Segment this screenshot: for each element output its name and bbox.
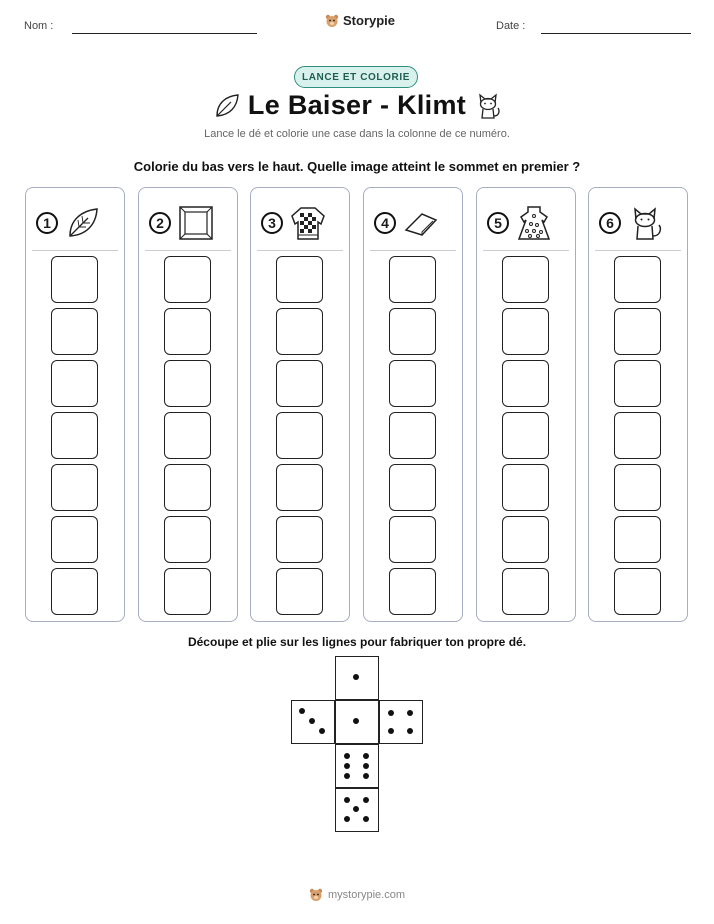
column-3 bbox=[250, 187, 350, 622]
color-cell[interactable] bbox=[614, 412, 661, 459]
color-cell[interactable] bbox=[51, 256, 98, 303]
color-cell[interactable] bbox=[389, 256, 436, 303]
date-label: Date : bbox=[496, 20, 526, 32]
pip bbox=[363, 816, 369, 822]
color-cell[interactable] bbox=[389, 516, 436, 563]
color-cell[interactable] bbox=[276, 256, 323, 303]
column-number: 3 bbox=[261, 212, 283, 234]
column-divider bbox=[483, 250, 569, 251]
page-subtitle: Lance le dé et colorie une case dans la colonne de ce numéro. bbox=[204, 128, 510, 140]
pip bbox=[309, 718, 315, 724]
pip bbox=[388, 710, 394, 716]
pip bbox=[353, 674, 359, 680]
color-cell[interactable] bbox=[502, 360, 549, 407]
column-number: 6 bbox=[599, 212, 621, 234]
color-cell[interactable] bbox=[164, 360, 211, 407]
bear-icon bbox=[325, 14, 339, 28]
pip bbox=[319, 728, 325, 734]
color-cell[interactable] bbox=[164, 516, 211, 563]
color-cell[interactable] bbox=[51, 308, 98, 355]
dress-icon bbox=[515, 204, 553, 242]
color-cell[interactable] bbox=[276, 412, 323, 459]
color-cell[interactable] bbox=[502, 568, 549, 615]
footer bbox=[0, 888, 714, 902]
color-cell[interactable] bbox=[164, 308, 211, 355]
die-face-1 bbox=[335, 656, 379, 700]
color-cell[interactable] bbox=[51, 516, 98, 563]
color-cell[interactable] bbox=[502, 516, 549, 563]
pip bbox=[363, 773, 369, 779]
bear-icon bbox=[309, 888, 323, 902]
column-divider bbox=[595, 250, 681, 251]
color-cell[interactable] bbox=[502, 464, 549, 511]
pip bbox=[407, 728, 413, 734]
color-cell[interactable] bbox=[51, 464, 98, 511]
column-5 bbox=[476, 187, 576, 622]
column-4 bbox=[363, 187, 463, 622]
pip bbox=[407, 710, 413, 716]
column-divider bbox=[32, 250, 118, 251]
color-cell[interactable] bbox=[389, 360, 436, 407]
column-divider bbox=[257, 250, 343, 251]
color-cell[interactable] bbox=[164, 568, 211, 615]
die-face-4 bbox=[379, 700, 423, 744]
frame-icon bbox=[177, 204, 215, 242]
name-label: Nom : bbox=[24, 20, 54, 32]
game-instruction: Colorie du bas vers le haut. Quelle image atteint le sommet en premier ? bbox=[133, 159, 581, 174]
pip bbox=[363, 753, 369, 759]
column-2 bbox=[138, 187, 238, 622]
color-cell[interactable] bbox=[51, 568, 98, 615]
color-cell[interactable] bbox=[614, 568, 661, 615]
pip bbox=[388, 728, 394, 734]
column-divider bbox=[370, 250, 456, 251]
leaf-icon bbox=[64, 204, 102, 242]
color-cell[interactable] bbox=[502, 256, 549, 303]
die-face-6 bbox=[335, 744, 379, 788]
pip bbox=[344, 763, 350, 769]
cloth-icon bbox=[402, 204, 440, 242]
pip bbox=[353, 806, 359, 812]
color-cell[interactable] bbox=[614, 360, 661, 407]
color-cell[interactable] bbox=[276, 516, 323, 563]
color-cell[interactable] bbox=[502, 412, 549, 459]
color-cell[interactable] bbox=[276, 360, 323, 407]
color-cell[interactable] bbox=[276, 568, 323, 615]
pip bbox=[363, 797, 369, 803]
pip bbox=[344, 773, 350, 779]
date-line bbox=[541, 33, 691, 34]
dice-instruction: Découpe et plie sur les lignes pour fabriquer ton propre dé. bbox=[187, 635, 527, 649]
name-line bbox=[72, 33, 257, 34]
color-cell[interactable] bbox=[389, 412, 436, 459]
page-title: Le Baiser - Klimt bbox=[247, 90, 467, 120]
die-face-5 bbox=[335, 788, 379, 832]
color-cell[interactable] bbox=[51, 412, 98, 459]
cat-icon bbox=[627, 204, 665, 242]
color-cell[interactable] bbox=[614, 464, 661, 511]
color-cell[interactable] bbox=[51, 360, 98, 407]
column-number: 5 bbox=[487, 212, 509, 234]
color-cell[interactable] bbox=[614, 516, 661, 563]
die-face-1 bbox=[335, 700, 379, 744]
sweater-icon bbox=[289, 204, 327, 242]
pip bbox=[353, 718, 359, 724]
color-cell[interactable] bbox=[502, 308, 549, 355]
color-cell[interactable] bbox=[389, 464, 436, 511]
column-divider bbox=[145, 250, 231, 251]
brand-logo bbox=[325, 13, 395, 28]
activity-badge: LANCE ET COLORIE bbox=[294, 66, 418, 88]
die-face-3 bbox=[291, 700, 335, 744]
column-1 bbox=[25, 187, 125, 622]
cat-icon bbox=[473, 91, 503, 121]
column-6 bbox=[588, 187, 688, 622]
pip bbox=[344, 753, 350, 759]
footer-url[interactable]: mystorypie.com bbox=[327, 889, 406, 901]
color-cell[interactable] bbox=[614, 256, 661, 303]
pip bbox=[299, 708, 305, 714]
brand-name: Storypie bbox=[343, 13, 396, 28]
column-number: 2 bbox=[149, 212, 171, 234]
color-cell[interactable] bbox=[389, 308, 436, 355]
color-cell[interactable] bbox=[164, 464, 211, 511]
color-cell[interactable] bbox=[276, 464, 323, 511]
column-number: 1 bbox=[36, 212, 58, 234]
column-number: 4 bbox=[374, 212, 396, 234]
pip bbox=[363, 763, 369, 769]
color-cell[interactable] bbox=[614, 308, 661, 355]
color-cell[interactable] bbox=[389, 568, 436, 615]
color-cell[interactable] bbox=[276, 308, 323, 355]
pip bbox=[344, 816, 350, 822]
color-cell[interactable] bbox=[164, 256, 211, 303]
pip bbox=[344, 797, 350, 803]
color-cell[interactable] bbox=[164, 412, 211, 459]
